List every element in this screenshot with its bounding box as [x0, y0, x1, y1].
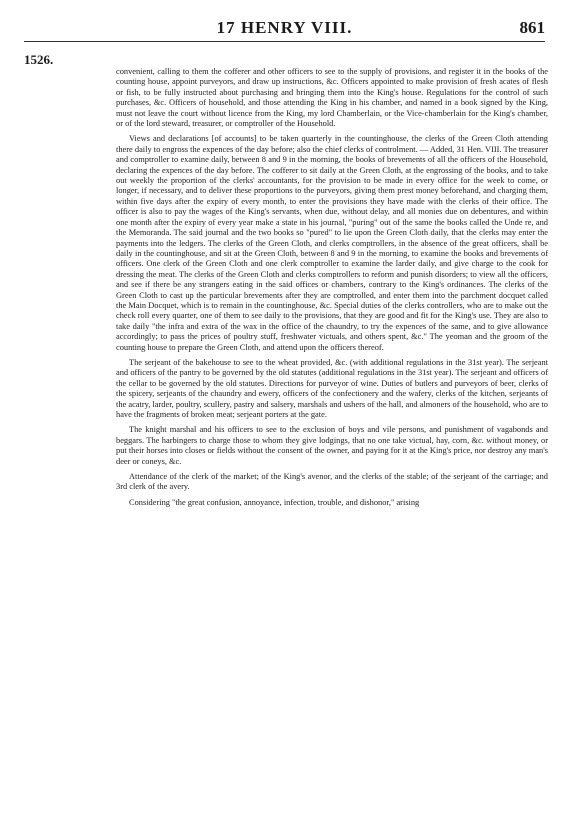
header-rule [24, 41, 545, 42]
paragraph-4: The knight marshal and his officers to see to the exclusion of boys and vile persons, and punishment of vagabonds and beggars. The harbingers to charge those to whom they give lodgings, that no one take victual, hay, corn, &c. without money, or put their horses into closes or fields without the consent of the owner, and paying for it at the King's price, nor destroy any man's deer or coneys, &c. [116, 425, 548, 466]
paragraph-2: Views and declarations [of accounts] to be taken quarterly in the countinghouse, the clerks of the Green Cloth attending there daily to engross the expences of the day before; also the chief clerks of controlment. — Added, 31 Hen. VIII. The treasurer and comptroller to examine daily, between 8 and 9 in the morning, the books of brevements of all the officers of the Household, declaring the expences of the day before. The cofferer to sit daily at the Green Cloth, at the engrossing of the books, and to take out weekly the proportion of the clerks' accountants, for the provision to be made in every office for the week to come, or longer, if necessary, and to deliver these proportions to the purveyors, giving them prest money beforehand, and charging them, within five days after the expiry of every month, to enter the provisions they have made with the clerks of their office. The officer is also to pay the wages of the King's servants, when due, without delay, and all monies due on debentures, and within one month after the expiry of every year make a state in his journal, "puring" out of the same the books called the Unde re, and the Memoranda. The said journal and the two books so "pured" to lie upon the Green Cloth daily, that the clerks may enter the payments into the ledgers. The clerks of the Green Cloth, and clerks comptrollers, in the absence of the great officers, shall be daily in the countinghouse, and sit at the Green Cloth, between 8 and 9 in the morning, to examine the books and brevements of officers. One clerk of the Green Cloth and one clerk comptroller to examine the larder daily, and give charge to the cook for dressing the meat. The clerks of the Green Cloth and clerks comptrollers to reform and punish disorders; to view all the officers, and see if there be any strangers eating in the said offices or chambers, contrary to the King's ordinances. The clerks of the Green Cloth to cast up the particular brevements after they are comptrolled, and enter them into the parchment docquet called the Main Docquet, which is to remain in the countinghouse, &c. Special duties of the clerks controllers, who are to make out the check roll every quarter, one of them to see daily to the provisions, that they are good and fit for the King's use. They are also to take daily "the infra and extra of the wax in the office of the chaundry, to try the expences of the same, and to give allowance accordingly; to pass the prices of poultry stuff, freshwater victuals, and others spent, &c." The yeoman and the groom of the counting house to prepare the Green Cloth, and attend upon the officers thereof. [116, 134, 548, 352]
margin-year: 1526. [24, 52, 54, 67]
running-title: 17 HENRY VIII. [216, 18, 353, 37]
paragraph-1: convenient, calling to them the cofferer and other officers to see to the supply of provisions, and register it in the books of the counting house, appoint purveyors, and draw up instructions, &c. Officers appointed to make provision of fresh acates of flesh or fish, to be fully instructed about purchasing and bringing them into the King's house. Regulations for the control of such purchases, &c. Officers of household, and those attending the King in his chamber, and named in a book signed by the King, must not leave the court without licence from the King, my lord Chamberlain, or the Vice-chamberlain for the King's chamber, or of the lord steward, treasurer, or comptroller of the Household. [116, 67, 548, 129]
paragraph-6: Considering "the great confusion, annoyance, infection, trouble, and dishonor," arising [129, 497, 420, 507]
body-text [116, 67, 548, 513]
paragraph-5: Attendance of the clerk of the market; of the King's avenor, and the clerks of the stable; of the serjeant of the carriage; and 3rd clerk of the avery. [116, 472, 548, 492]
page-header [24, 18, 545, 42]
page-number: 861 [519, 18, 545, 37]
paragraph-3: The serjeant of the bakehouse to see to the wheat provided, &c. (with additional regulations in the 31st year). The serjeant and officers of the pantry to be governed by the old statutes (additional regulations in the 31st year). The serjeant and officers of the cellar to be governed by the old statutes. Directions for purveyor of wine. Duties of butlers and purveyors of beer, clerks of the spicery, serjeants of the chaundry and ewery, officers of the confectionery and the wafery, clerks of the kitchen, serjeants of the acatry, larder, poultry, scullery, pastry and salsery, marshals and ushers of the hall, and almoners of the household, who are to have the fragments of broken meat; serjeant porters at the gate. [116, 357, 548, 419]
